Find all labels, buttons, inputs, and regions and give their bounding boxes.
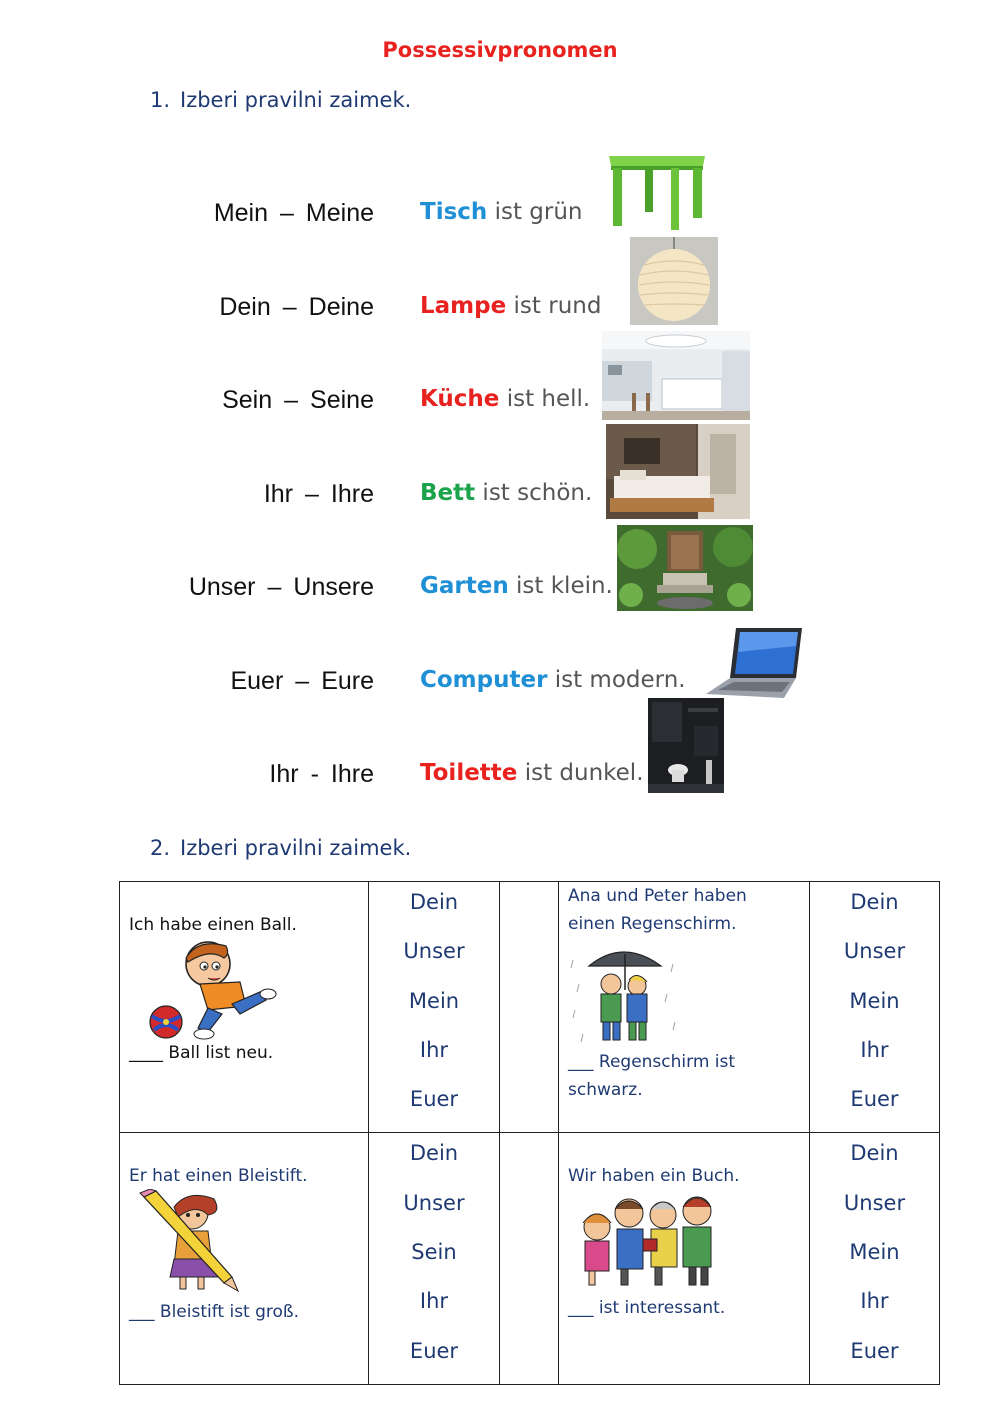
noun: Computer <box>420 667 548 693</box>
option-ihr[interactable]: Ihr <box>419 1037 449 1062</box>
bed-photo-icon <box>606 424 750 519</box>
boy-with-ball-icon <box>148 936 278 1040</box>
question-cell <box>559 882 810 1133</box>
pronoun-pair[interactable] <box>222 386 374 415</box>
sentence-rest: ist hell. <box>499 386 591 412</box>
option-mein[interactable]: Mein <box>849 1240 900 1265</box>
option-euer[interactable]: Euer <box>850 1087 899 1112</box>
sentence-rest: ist modern. <box>547 667 686 693</box>
sentence <box>420 386 590 412</box>
group-with-book-icon <box>571 1189 731 1289</box>
exercise-1-instruction <box>150 88 411 112</box>
pronoun-row-6 <box>0 667 1000 717</box>
options-cell <box>369 1133 500 1384</box>
pronoun-row-7 <box>0 760 1000 810</box>
answer-text: ___ Regenschirm ist <box>568 1052 736 1072</box>
table-row <box>120 882 940 1133</box>
sentence-rest: ist grün <box>487 199 583 225</box>
option-ihr[interactable]: Ihr <box>860 1289 889 1314</box>
noun: Toilette <box>420 760 518 786</box>
options-cell <box>810 1133 940 1384</box>
answer-text: ____ Ball list neu. <box>129 1043 274 1063</box>
option-mein[interactable]: Mein <box>408 988 460 1013</box>
exercise-2-table <box>119 881 940 1385</box>
sentence <box>420 573 613 599</box>
noun: Bett <box>420 480 476 506</box>
noun: Garten <box>420 573 509 599</box>
pronoun-pair[interactable] <box>214 199 374 228</box>
option-ihr[interactable]: Ihr <box>860 1037 889 1062</box>
answer-text: ___ ist interessant. <box>568 1298 726 1319</box>
question-cell <box>559 1133 810 1384</box>
paper-lamp-icon <box>630 237 718 325</box>
option-unser[interactable]: Unser <box>403 1190 465 1215</box>
exercise-2-number: 2. <box>150 836 171 860</box>
pronoun-masc[interactable]: Mein <box>213 199 268 227</box>
dash: – <box>267 573 282 601</box>
pronoun-fem[interactable]: Meine <box>305 199 374 227</box>
pronoun-pair[interactable] <box>189 573 374 602</box>
option-unser[interactable]: Unser <box>843 939 906 964</box>
question-text: Ana und Peter haben <box>568 886 747 906</box>
options-cell <box>810 882 940 1133</box>
sentence <box>420 293 601 319</box>
pronoun-pair[interactable] <box>264 480 374 509</box>
noun: Lampe <box>420 293 507 319</box>
pronoun-row-4 <box>0 480 1000 530</box>
toilet-photo-icon <box>648 698 724 793</box>
couple-umbrella-icon <box>569 940 679 1048</box>
laptop-icon <box>704 626 804 702</box>
pronoun-pair[interactable] <box>269 760 374 789</box>
girl-with-pencil-icon <box>138 1189 242 1293</box>
answer-text: ___ Bleistift ist groß. <box>129 1302 300 1323</box>
exercise-1-text: Izberi pravilni zaimek. <box>180 88 412 112</box>
pronoun-fem[interactable]: Seine <box>310 386 374 414</box>
option-dein[interactable]: Dein <box>409 890 459 914</box>
pronoun-fem[interactable]: Ihre <box>330 760 374 788</box>
question-cell <box>120 1133 369 1384</box>
dash: – <box>282 293 297 321</box>
sentence-rest: ist schön. <box>475 480 593 506</box>
page-title: Possessivpronomen <box>382 38 618 62</box>
answer-text-2: schwarz. <box>568 1080 643 1100</box>
exercise-2-text: Izberi pravilni zaimek. <box>180 836 412 860</box>
sentence-rest: ist dunkel. <box>517 760 644 786</box>
pronoun-row-1 <box>0 199 1000 249</box>
option-ihr[interactable]: Ihr <box>419 1289 449 1314</box>
table-row <box>120 1133 940 1384</box>
option-mein[interactable]: Mein <box>849 988 900 1013</box>
pronoun-fem[interactable]: Ihre <box>330 480 374 508</box>
exercise-1-number: 1. <box>150 88 171 112</box>
pronoun-masc[interactable]: Unser <box>188 573 256 601</box>
pronoun-pair[interactable] <box>230 667 374 696</box>
question-text: Wir haben ein Buch. <box>568 1166 740 1187</box>
option-euer[interactable]: Euer <box>409 1338 459 1363</box>
pronoun-masc[interactable]: Sein <box>222 386 273 414</box>
pronoun-row-5 <box>0 573 1000 623</box>
noun: Tisch <box>420 199 488 225</box>
garden-photo-icon <box>617 525 753 611</box>
option-dein[interactable]: Dein <box>409 1141 459 1166</box>
pronoun-fem[interactable]: Unsere <box>293 573 374 601</box>
question-text: Er hat einen Bleistift. <box>129 1166 308 1187</box>
sentence <box>420 760 644 786</box>
dash: – <box>305 480 319 508</box>
sentence <box>420 480 592 506</box>
question-cell <box>120 882 369 1133</box>
pronoun-masc[interactable]: Dein <box>219 293 271 321</box>
pronoun-row-2 <box>0 293 1000 343</box>
option-unser[interactable]: Unser <box>843 1190 906 1215</box>
sentence <box>420 199 583 225</box>
sentence-rest: ist klein. <box>508 573 613 599</box>
pronoun-masc[interactable]: Ihr <box>269 760 299 788</box>
question-text: Ich habe einen Ball. <box>129 915 297 935</box>
sentence <box>420 667 686 693</box>
option-euer[interactable]: Euer <box>409 1087 459 1112</box>
pronoun-row-3 <box>0 386 1000 436</box>
option-dein[interactable]: Dein <box>850 1141 899 1166</box>
pronoun-fem[interactable]: Deine <box>308 293 374 321</box>
pronoun-masc[interactable]: Euer <box>230 667 284 695</box>
options-cell <box>369 882 500 1133</box>
green-table-icon <box>605 150 709 230</box>
dash: – <box>280 199 294 227</box>
noun: Küche <box>420 386 500 412</box>
pronoun-pair[interactable] <box>219 293 374 322</box>
spacer-cell <box>500 1133 559 1384</box>
pronoun-masc[interactable]: Ihr <box>263 480 293 508</box>
pronoun-fem[interactable]: Eure <box>321 667 374 695</box>
dash: - <box>310 760 319 788</box>
exercise-2-instruction <box>150 836 411 860</box>
dash: – <box>284 386 299 414</box>
dash: – <box>295 667 310 695</box>
sentence-rest: ist rund <box>506 293 602 319</box>
option-sein[interactable]: Sein <box>411 1240 457 1265</box>
spacer-cell <box>500 882 559 1133</box>
kitchen-photo-icon <box>602 331 750 420</box>
option-dein[interactable]: Dein <box>850 890 899 914</box>
option-euer[interactable]: Euer <box>850 1338 899 1363</box>
option-unser[interactable]: Unser <box>403 939 465 964</box>
question-text-2: einen Regenschirm. <box>568 914 737 934</box>
